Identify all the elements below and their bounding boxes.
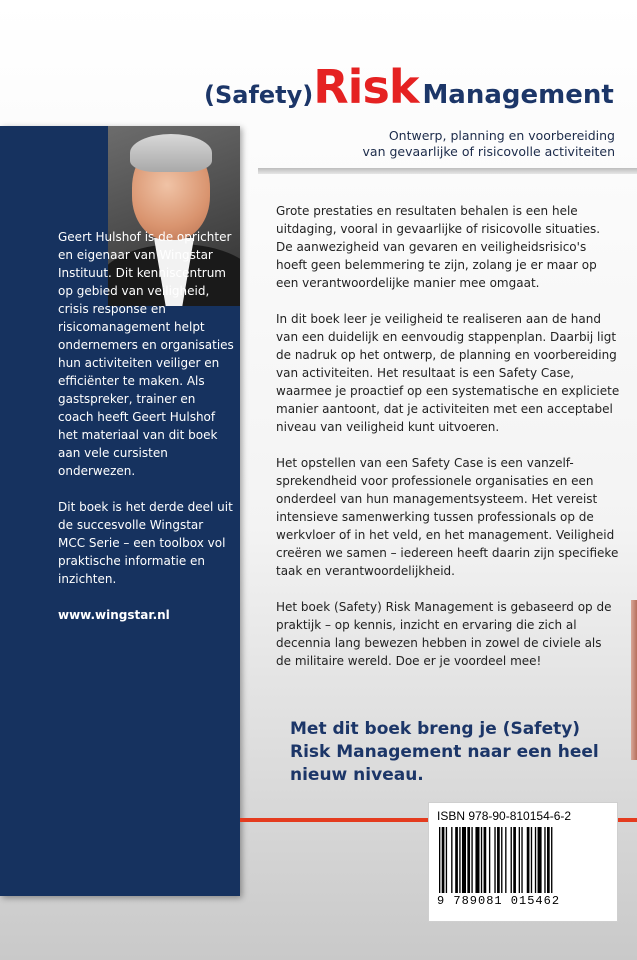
author-bio bbox=[58, 228, 234, 642]
subtitle-line-1: Ontwerp, planning en voorbereiding bbox=[388, 128, 615, 143]
blurb bbox=[276, 202, 620, 688]
barcode-icon bbox=[437, 827, 609, 893]
website-link[interactable]: www.wingstar.nl bbox=[58, 608, 170, 622]
page-edge bbox=[631, 600, 637, 760]
photo-hair bbox=[130, 134, 212, 172]
barcode-panel bbox=[428, 802, 618, 922]
blurb-paragraph-1: Grote prestaties en resultaten behalen is een hele uitdaging, vooral in gevaarlijke of risicovolle situaties. De aanwezigheid van gevaren en veiligheidsrisico's hoeft geen belemmering te zijn, zolang je er maar op een verantwoordelijke manier mee omgaat. bbox=[276, 204, 601, 290]
tagline: Met dit boek breng je (Safety) Risk Management naar een heel nieuw niveau. bbox=[290, 719, 599, 785]
isbn-text: ISBN 978-90-810154-6-2 bbox=[437, 809, 572, 823]
barcode-digits: 9 789081 015462 bbox=[437, 894, 561, 908]
book-subtitle bbox=[215, 128, 615, 160]
book-title bbox=[204, 60, 624, 120]
blurb-paragraph-2: In dit boek leer je veiligheid te realiseren aan de hand van een duidelijk en eenvoudig stappenplan. Daarbij ligt de nadruk op het ontwerp, de planning en voorbereiding van activiteiten. Het resultaat is een Safety Case, waarmee je proactief op een systematische en expliciete manier aantoont, dat je activiteiten met een acceptabel niveau van veiligheid kunt uitvoeren. bbox=[276, 312, 620, 434]
blurb-paragraph-3: Het opstellen van een Safety Case is een vanzelf-sprekendheid voor professionele organisaties en een onderdeel van hun managementsysteem. Het vereist intensieve samenwerking tussen professionals op de werkvloer of in het veld, en het management. Veiligheid creëren we samen – iedereen heeft daarin zijn specifieke taak en verantwoordelijkheid. bbox=[276, 456, 619, 578]
title-prefix: (Safety) bbox=[204, 81, 314, 109]
header-divider bbox=[258, 168, 637, 174]
bio-paragraph-2: Dit boek is het derde deel uit de succesvolle Wingstar MCC Serie – een toolbox vol praktische informatie en inzichten. bbox=[58, 500, 233, 586]
title-risk: Risk bbox=[313, 60, 419, 114]
subtitle-line-2: van gevaarlijke of risicovolle activiteiten bbox=[362, 144, 615, 159]
blurb-paragraph-4: Het boek (Safety) Risk Management is gebaseerd op de praktijk – op kennis, inzicht en ervaring die zich al decennia lang bewezen hebben in zowel de civiele als de militaire wereld. Doe er je voordeel mee! bbox=[276, 600, 612, 668]
title-suffix: Management bbox=[422, 80, 614, 110]
bio-paragraph-1: Geert Hulshof is de oprichter en eigenaar van Wingstar Instituut. Dit kenniscentrum op gebied van veiligheid, crisis response en risicomanagement helpt ondernemers en organisaties hun activiteiten veiliger en efficiënter te maken. Als gastspreker, trainer en coach heeft Geert Hulshof het materiaal van dit boek aan vele cursisten onderwezen. bbox=[58, 230, 234, 478]
